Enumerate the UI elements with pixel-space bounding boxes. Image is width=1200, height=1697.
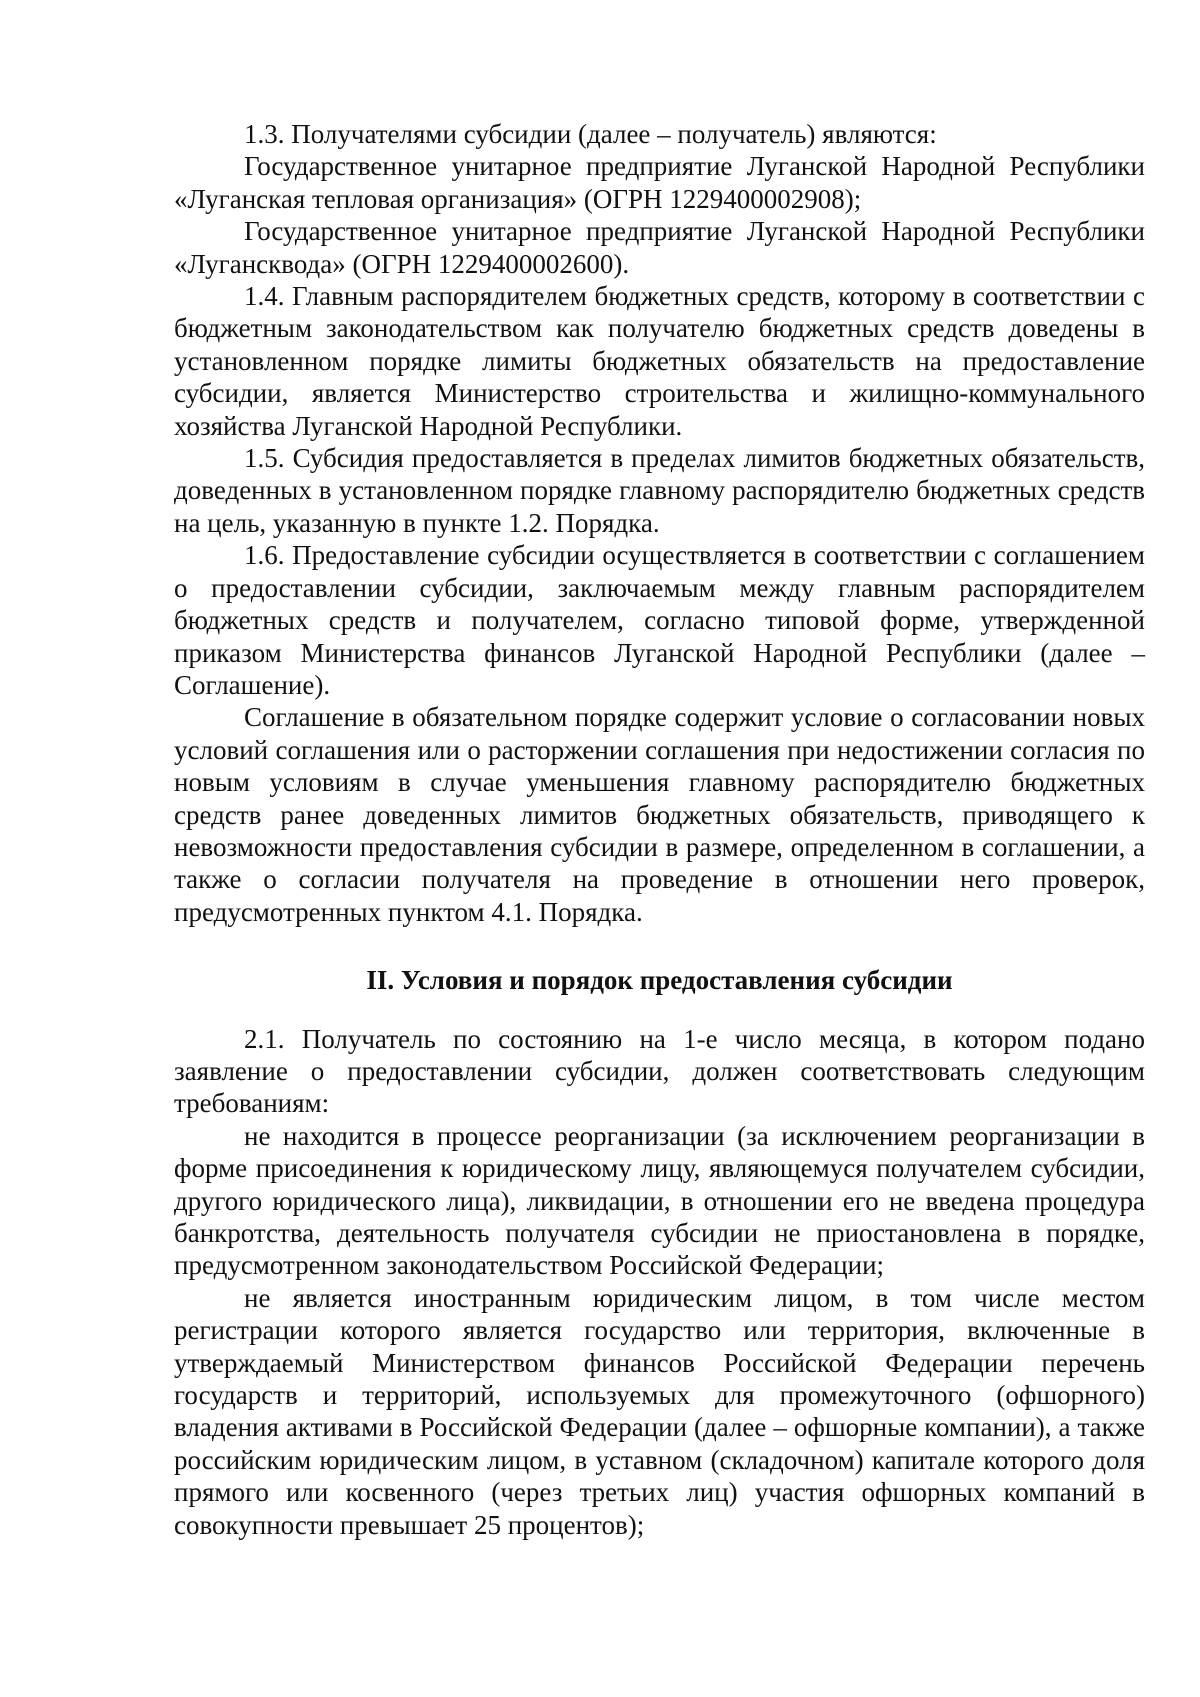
paragraph-1-6: 1.6. Предоставление субсидии осуществляется в соответствии с соглашением о предоставлении субсидии, заключаемым между главным распорядителем бюджетных средств и получателем, согласно типовой форме, утвержденной приказом Министерства финансов Луганской Народной Республики (далее – Соглашение). [174,540,1145,700]
paragraph-requirement-reorganization: не находится в процессе реорганизации (за исключением реорганизации в форме присоединения к юридическому лицу, являющемуся получателем субсидии, другого юридического лица), ликвидации, в отношении его не введена процедура банкротства, деятельность получателя субсидии не приостановлена в порядке, предусмотренном законодательством Российской Федерации; [174,1120,1145,1281]
section-heading: II. Условия и порядок предоставления субсидии [366,965,953,996]
paragraph-requirement-offshore: не является иностранным юридическим лицом, в том числе местом регистрации которого является государство или территория, включенные в утверждаемый Министерством финансов Российской Федерации перечень государств и территорий, используемых для промежуточного (офшорного) владения активами в Российской Федерации (далее – офшорные компании), а также российским юридическим лицом, в уставном (складочном) капитале которого доля прямого или косвенного (через третьих лиц) участия офшорных компаний в совокупности превышает 25 процентов); [174,1282,1145,1540]
paragraph-1-5: 1.5. Субсидия предоставляется в пределах лимитов бюджетных обязательств, доведенных в установленном порядке главному распорядителю бюджетных средств на цель, указанную в пункте 1.2. Порядка. [174,443,1145,538]
paragraph-recipient-heat: Государственное унитарное предприятие Луганской Народной Республики «Луганская тепловая организация» (ОГРН 1229400002908); [174,151,1145,214]
paragraph-1-3: 1.3. Получателями субсидии (далее – получатель) являются: [244,119,937,149]
paragraph-agreement: Соглашение в обязательном порядке содержит условие о согласовании новых условий соглашения или о расторжении соглашения при недостижении согласия по новым условиям в случае уменьшения главному распорядителю бюджетных средств ранее доведенных лимитов бюджетных обязательств, приводящего к невозможности предоставления субсидии в размере, определенном в соглашении, а также о согласии получателя на проведение в отношении него проверок, предусмотренных пунктом 4.1. Порядка. [174,702,1145,927]
paragraph-1-4: 1.4. Главным распорядителем бюджетных средств, которому в соответствии с бюджетным законодательством как получателю бюджетных средств доведены в установленном порядке лимиты бюджетных обязательств на предоставление субсидии, является Министерство строительства и жилищно-коммунального хозяйства Луганской Народной Республики. [174,281,1145,441]
document-body [174,118,1145,1541]
paragraph-recipient-water: Государственное унитарное предприятие Луганской Народной Республики «Лугансквода» (ОГРН 1229400002600). [174,216,1145,279]
paragraph-2-1: 2.1. Получатель по состоянию на 1-е число месяца, в котором подано заявление о предоставлении субсидии, должен соответствовать следующим требованиям: [174,1023,1145,1119]
